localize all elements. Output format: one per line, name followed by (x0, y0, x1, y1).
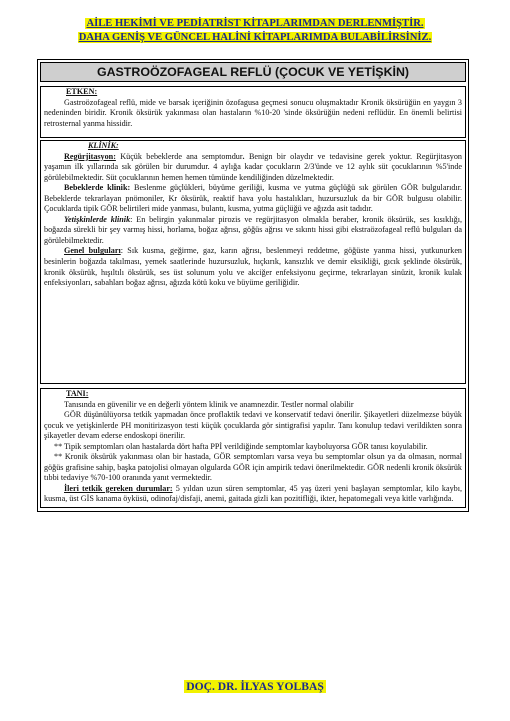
document-frame (37, 59, 469, 512)
etken-heading: ETKEN: (66, 87, 98, 96)
yetiskin-label: Yetişkinlerde klinik (64, 214, 131, 224)
regurjitasyon-label: Regürjitasyon: (64, 151, 116, 161)
tani-section (40, 388, 466, 508)
yetiskin-text: : En belirgin yakınmalar pirozis ve regürjitasyon olmakla beraber, kronik öksürük, ses kısıklığı, boğazda sürekli bir şey varmış hissi, horlama, boğaz ağrısı, göğüs ağrısı ve sıkıntı hissi gibi ekstraözofageal reflü bulguları da görülebilmektedir. (44, 214, 462, 245)
author-name (0, 680, 510, 694)
ileri-label: İleri tetkik gereken durumlar: (64, 483, 173, 493)
tani-p1: Tanısında en güvenilir ve en değerli yöntem klinik ve anamnezdir. Testler normal olabilir (64, 399, 354, 409)
bebek-text: Beslenme güçlükleri, büyüme geriliği, kusma ve yutma güçlüğü sık görülen GÖR bulgularıdır. Bebeklerde tekrarlayan pnömoniler, Kr öksürük, reaktif hava yolu hastalıkları, huzursuzluk da bir GÖR bulgusu olabilir. Çocuklarda tipik GÖR belirtileri mide yanması, bulantı, kusma, yutma güçlüğü ve ağızda asit tadıdır. (44, 183, 462, 214)
tani-heading: TANI: (66, 389, 89, 398)
tani-p4: ** Kronik öksürük yakınması olan bir hastada, GÖR semptomları varsa veya bu semptomlar olsun ya da olmasın, normal göğüs grafisine sahip, başka patojolisi olmayan olgularda GÖR için ampirik tedavi önerilmektedir. GÖR nedenli kronik öksürük tıbbi tedaviye %70-100 oranında yanıt vermektedir. (44, 452, 462, 483)
header-line-1 (0, 17, 510, 30)
header-line-2 (0, 31, 510, 44)
author-name-text: DOÇ. DR. İLYAS YOLBAŞ (186, 680, 324, 693)
etken-text: Gastroözofageal reflü, mide ve barsak içeriğinin özofagusa geçmesi sonucu oluşmaktadır Kronik öksürüğün en yaygın 3 nedeninden biridir. Kronik öksürük yakınması olan hastaların %10-20 'sinde öksürüğün nedeni reflüdür. En önemli belirtisi retrosternal yanma hissidir. (44, 97, 462, 128)
etken-section (40, 86, 466, 138)
ileri-text: 5 yıldan uzun süren semptomlar, 45 yaş üzeri yeni başlayan semptomlar, kilo kaybı, kusma, üst GİS kanama öyküsü, odinofaj/disfaji, anemi, gaitada gizli kan pozitifliği, ikter, hepatomegali veya kitle varlığında. (44, 483, 462, 504)
page-title: GASTROÖZOFAGEAL REFLÜ (ÇOCUK VE YETİŞKİN) (40, 62, 466, 82)
genel-text: : Sık kusma, geğirme, gaz, karın ağrısı, beslenmeyi reddetme, göğüste yanma hissi, yutkunurken besinlerin boğazda takılması, yemek saatlerinde huzursuzluk, hıçkırık, kansızlık ve demir eksikliği, gıcık şeklinde öksürük, kronik öksürük, hışıltılı öksürük, ses üst solunum yolu ve akciğer enfeksiyonu geçirme, tekrarlayan sinüzit, kronik kulak enfeksiyonları, sabahları boğaz ağrısı, ağızda kötü koku ve büyüme geriliğidir. (44, 246, 462, 288)
tani-p2: GÖR düşünülüyorsa tetkik yapmadan önce proflaktik tedavi ve konservatif tedavi önerilir. Şikayetleri düzelmezse büyük çocuk ve yetişkinlerde PH monitirizasyon testi küçük çocuklarda gör sintigrafisi yapılır. Tanı konulup tedavi verildikten sonra şikayetler devam ederse endoskopi önerilir. (44, 410, 462, 441)
klinik-section (40, 140, 466, 384)
bebek-label: Bebeklerde klinik: (64, 183, 131, 193)
tani-p3: ** Tipik semptomları olan hastalarda dört hafta PPİ verildiğinde semptomlar kayboluyorsa GÖR tanısı koyulabilir. (54, 441, 428, 451)
klinik-heading: KLİNİK: (88, 141, 119, 150)
regurjitasyon-dot: . (242, 151, 245, 161)
header-line-2-text: DAHA GENİŞ VE GÜNCEL HALİNİ KİTAPLARIMDA BULABİLİRSİNİZ. (78, 32, 432, 43)
header-line-1-text: AİLE HEKİMİ VE PEDİATRİST KİTAPLARIMDAN DERLENMİŞTİR. (86, 18, 424, 29)
regurjitasyon-text-b: Benign bir olaydır ve tedavisine gerek yoktur. Regürjitasyon yaşamın ilk yıllarında sık görülen bir durumdur. 4 aylığa kadar çocukların 2/3'ünde ve 12 aylık süt çocuklarının %5'inde görülebilmektedir. Süt çocuklarının hemen hemen tümünde kendiliğinden düzelmektedir. (44, 151, 462, 182)
genel-label: Genel bulguları (64, 246, 121, 256)
regurjitasyon-text-a: Küçük bebeklerde ana semptomdur (115, 151, 243, 161)
